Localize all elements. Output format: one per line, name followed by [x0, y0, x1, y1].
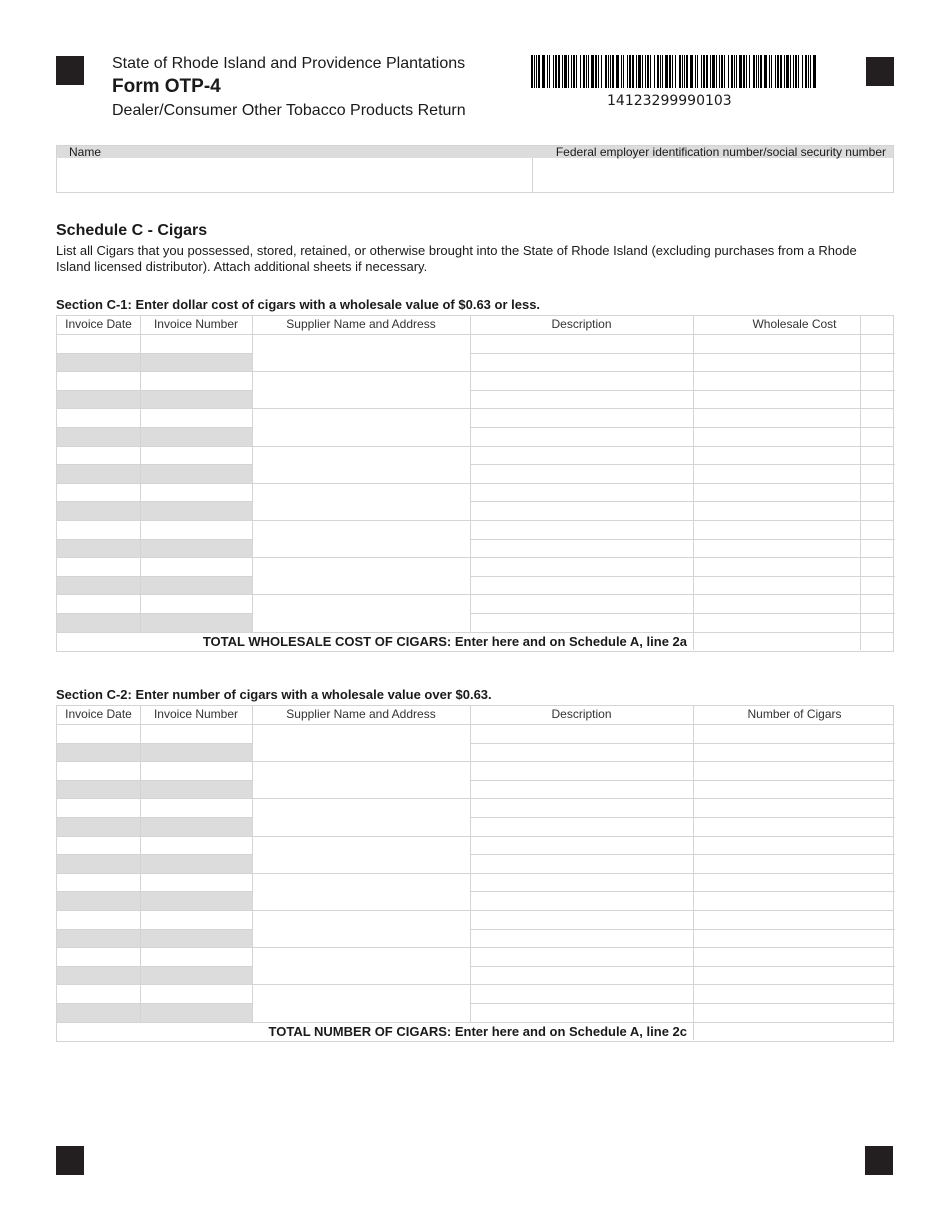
- barcode-bar: [813, 55, 816, 88]
- c1-header-supplier: Supplier Name and Address: [286, 317, 436, 331]
- barcode-bar: [536, 55, 537, 88]
- c2-supplier-field[interactable]: [252, 761, 470, 798]
- barcode-bar: [784, 55, 785, 88]
- barcode-bar: [780, 55, 782, 88]
- barcode-bar: [647, 55, 649, 88]
- c2-invoice-date-field[interactable]: [57, 761, 140, 780]
- c1-row-line: [57, 539, 252, 540]
- barcode-bar: [555, 55, 557, 88]
- barcode-bar: [810, 55, 811, 88]
- c1-row-shade: [57, 539, 252, 558]
- barcode-bar: [758, 55, 759, 88]
- barcode-bar: [746, 55, 747, 88]
- c1-invoice-date-field[interactable]: [57, 334, 140, 353]
- c2-column-line: [252, 706, 253, 1022]
- barcode-bar: [571, 55, 572, 88]
- c2-row-shade: [57, 743, 252, 762]
- c1-row-shade: [57, 390, 252, 409]
- c2-row-line: [57, 780, 252, 781]
- c2-row-shade: [57, 854, 252, 873]
- barcode-bar: [650, 55, 651, 88]
- c1-total-field[interactable]: [693, 632, 860, 650]
- barcode-bar: [657, 55, 659, 88]
- c1-row-shade: [57, 427, 252, 446]
- c1-header-invoice-date: Invoice Date: [65, 317, 132, 331]
- c2-row-line: [470, 817, 895, 818]
- c1-invoice-date-field[interactable]: [57, 483, 140, 502]
- c1-row-line: [470, 613, 895, 614]
- c2-invoice-number-field[interactable]: [140, 798, 252, 817]
- barcode-bar: [562, 55, 563, 88]
- c2-invoice-number-field[interactable]: [140, 724, 252, 743]
- c1-invoice-number-field[interactable]: [140, 520, 252, 539]
- c2-supplier-field[interactable]: [252, 910, 470, 947]
- c2-header-number-of-cigars: Number of Cigars: [747, 707, 842, 721]
- c2-supplier-field[interactable]: [252, 836, 470, 873]
- c1-supplier-field[interactable]: [252, 371, 470, 408]
- barcode-bar: [553, 55, 554, 88]
- barcode-bar: [654, 55, 655, 88]
- c2-row-shade: [57, 966, 252, 985]
- barcode-bar: [645, 55, 646, 88]
- barcode-bar: [734, 55, 735, 88]
- section-c1-title: Section C-1: Enter dollar cost of cigars with a wholesale value of $0.63 or less.: [56, 297, 541, 312]
- barcode-bar: [610, 55, 611, 88]
- barcode-bar: [598, 55, 599, 88]
- barcode-bar: [531, 55, 533, 88]
- c2-invoice-date-field[interactable]: [57, 984, 140, 1003]
- barcode-bar: [538, 55, 540, 88]
- c1-invoice-number-field[interactable]: [140, 483, 252, 502]
- barcode-bar: [632, 55, 634, 88]
- c2-row-line: [470, 854, 895, 855]
- identification-box: [56, 145, 894, 193]
- c1-supplier-field[interactable]: [252, 594, 470, 631]
- barcode-bar: [672, 55, 673, 88]
- barcode-bar: [753, 55, 755, 88]
- barcode-number: 14123299990103: [607, 93, 732, 109]
- c2-supplier-field[interactable]: [252, 947, 470, 984]
- c2-row-shade: [57, 817, 252, 836]
- barcode-bar: [716, 55, 717, 88]
- c1-total-divider: [860, 632, 861, 650]
- c2-row-line: [470, 1003, 895, 1004]
- c1-invoice-date-field[interactable]: [57, 557, 140, 576]
- barcode-bar: [724, 55, 725, 88]
- c2-row-line: [57, 743, 252, 744]
- c1-column-line: [470, 316, 471, 632]
- barcode-bar: [616, 55, 619, 88]
- barcode-bar: [638, 55, 641, 88]
- c2-row-line: [470, 929, 895, 930]
- barcode-bar: [660, 55, 661, 88]
- c2-row-line: [470, 743, 895, 744]
- c1-invoice-number-field[interactable]: [140, 446, 252, 465]
- barcode-bar: [542, 55, 545, 88]
- c2-total-field[interactable]: [693, 1022, 896, 1040]
- c1-row-shade: [57, 353, 252, 372]
- barcode-bar: [771, 55, 772, 88]
- barcode-bar: [701, 55, 702, 88]
- c1-supplier-field[interactable]: [252, 520, 470, 557]
- c1-supplier-field[interactable]: [252, 557, 470, 594]
- section-c2-title: Section C-2: Enter number of cigars with a wholesale value over $0.63.: [56, 687, 492, 702]
- barcode-bar: [573, 55, 575, 88]
- barcode-bar: [675, 55, 676, 88]
- barcode-bar: [690, 55, 693, 88]
- barcode-bar: [591, 55, 594, 88]
- c2-row-shade: [57, 1003, 252, 1022]
- c1-row-line: [57, 613, 252, 614]
- c1-column-line: [252, 316, 253, 632]
- c1-row-line: [57, 501, 252, 502]
- barcode-bar: [547, 55, 548, 88]
- barcode-bar: [793, 55, 794, 88]
- c2-total-label: TOTAL NUMBER OF CIGARS: Enter here and on Schedule A, line 2c: [268, 1024, 687, 1039]
- c2-supplier-field[interactable]: [252, 873, 470, 910]
- barcode-bar: [795, 55, 797, 88]
- c1-row-line: [470, 464, 895, 465]
- barcode-bar: [712, 55, 715, 88]
- barcode-bar: [564, 55, 567, 88]
- c2-invoice-number-field[interactable]: [140, 947, 252, 966]
- form-subtitle: Dealer/Consumer Other Tobacco Products Return: [112, 102, 466, 119]
- c1-row-line: [470, 390, 895, 391]
- c1-header-invoice-number: Invoice Number: [153, 317, 239, 331]
- c2-row-shade: [57, 929, 252, 948]
- c1-invoice-number-field[interactable]: [140, 408, 252, 427]
- c1-row-shade: [57, 501, 252, 520]
- c1-column-line: [140, 316, 141, 632]
- c1-header-description: Description: [551, 317, 612, 331]
- barcode-bar: [790, 55, 791, 88]
- barcode-bar: [665, 55, 668, 88]
- section-c1-table: [56, 315, 894, 652]
- c2-invoice-date-field[interactable]: [57, 724, 140, 743]
- c1-column-line: [693, 316, 694, 632]
- c2-invoice-date-field[interactable]: [57, 798, 140, 817]
- barcode-bar: [777, 55, 779, 88]
- registration-mark-bottom-left: [56, 1146, 84, 1175]
- barcode-bar: [710, 55, 711, 88]
- c1-row-shade: [57, 464, 252, 483]
- c1-invoice-number-field[interactable]: [140, 557, 252, 576]
- barcode-bar: [580, 55, 581, 88]
- barcode-bar: [706, 55, 708, 88]
- c2-header-supplier: Supplier Name and Address: [286, 707, 436, 721]
- state-name: State of Rhode Island and Providence Plantations: [112, 55, 466, 72]
- c2-invoice-number-field[interactable]: [140, 984, 252, 1003]
- c2-row-line: [470, 891, 895, 892]
- c2-column-line: [693, 706, 694, 1022]
- c1-invoice-number-field[interactable]: [140, 594, 252, 613]
- c2-supplier-field[interactable]: [252, 984, 470, 1021]
- barcode-bar: [583, 55, 585, 88]
- barcode-bar: [558, 55, 560, 88]
- barcode-bar: [721, 55, 723, 88]
- c2-row-line: [57, 929, 252, 930]
- barcode-bar: [743, 55, 745, 88]
- c2-invoice-number-field[interactable]: [140, 761, 252, 780]
- identification-divider: [532, 158, 533, 193]
- barcode-bar: [605, 55, 607, 88]
- c1-row-line: [470, 427, 895, 428]
- c2-supplier-field[interactable]: [252, 798, 470, 835]
- c1-invoice-date-field[interactable]: [57, 371, 140, 390]
- c2-row-line: [470, 966, 895, 967]
- c2-invoice-number-field[interactable]: [140, 910, 252, 929]
- c2-row-line: [57, 891, 252, 892]
- barcode-bar: [760, 55, 762, 88]
- c1-row-line: [470, 539, 895, 540]
- registration-mark-top-right: [866, 57, 894, 86]
- barcode-bar: [662, 55, 663, 88]
- barcode-bar: [621, 55, 622, 88]
- c2-invoice-number-field[interactable]: [140, 836, 252, 855]
- barcode-bar: [808, 55, 809, 88]
- barcode-bar: [608, 55, 609, 88]
- c1-row-line: [57, 576, 252, 577]
- barcode-bar: [612, 55, 614, 88]
- c2-header-invoice-date: Invoice Date: [65, 707, 132, 721]
- c2-row-line: [57, 817, 252, 818]
- barcode-bar: [798, 55, 799, 88]
- registration-mark-top-left: [56, 56, 84, 85]
- barcode-bar: [586, 55, 587, 88]
- fein-label: Federal employer identification number/social security number: [555, 145, 886, 159]
- barcode-bar: [703, 55, 705, 88]
- c2-invoice-date-field[interactable]: [57, 836, 140, 855]
- c1-supplier-field[interactable]: [252, 446, 470, 483]
- barcode-bar: [682, 55, 683, 88]
- barcode-bar: [719, 55, 720, 88]
- c2-invoice-date-field[interactable]: [57, 910, 140, 929]
- schedule-title: Schedule C - Cigars: [56, 222, 208, 239]
- schedule-description: List all Cigars that you possessed, stored, retained, or otherwise brought into the State of Rhode Island (excluding purchases from a Rhode Island licensed distributor). Attach additional sheets if necessary.: [56, 243, 857, 274]
- c1-total-label: TOTAL WHOLESALE COST OF CIGARS: Enter here and on Schedule A, line 2a: [202, 634, 687, 649]
- barcode-bar: [775, 55, 776, 88]
- section-c2-table: [56, 705, 894, 1042]
- c1-row-line: [470, 501, 895, 502]
- form-title: Form OTP-4: [112, 76, 221, 97]
- c1-row-line: [57, 427, 252, 428]
- c1-supplier-field[interactable]: [252, 408, 470, 445]
- barcode: [531, 55, 817, 88]
- c2-supplier-field[interactable]: [252, 724, 470, 761]
- registration-mark-bottom-right: [865, 1146, 893, 1175]
- c1-invoice-date-field[interactable]: [57, 594, 140, 613]
- barcode-bar: [731, 55, 733, 88]
- c2-row-line: [57, 1003, 252, 1004]
- barcode-bar: [636, 55, 637, 88]
- barcode-bar: [695, 55, 696, 88]
- barcode-bar: [739, 55, 742, 88]
- barcode-bar: [576, 55, 577, 88]
- barcode-bar: [568, 55, 569, 88]
- c1-row-shade: [57, 576, 252, 595]
- barcode-bar: [549, 55, 550, 88]
- c1-supplier-field[interactable]: [252, 334, 470, 371]
- barcode-bar: [629, 55, 631, 88]
- barcode-bar: [736, 55, 737, 88]
- c2-row-line: [57, 966, 252, 967]
- barcode-bar: [686, 55, 688, 88]
- c2-header-description: Description: [551, 707, 612, 721]
- barcode-bar: [805, 55, 807, 88]
- barcode-bar: [749, 55, 750, 88]
- c1-supplier-field[interactable]: [252, 483, 470, 520]
- c2-row-shade: [57, 891, 252, 910]
- c2-column-line: [140, 706, 141, 1022]
- c1-invoice-number-field[interactable]: [140, 371, 252, 390]
- c2-column-line: [470, 706, 471, 1022]
- c1-row-line: [57, 353, 252, 354]
- c1-row-line: [57, 390, 252, 391]
- barcode-bar: [728, 55, 729, 88]
- c2-invoice-number-field[interactable]: [140, 873, 252, 892]
- c1-row-line: [470, 353, 895, 354]
- c1-invoice-number-field[interactable]: [140, 334, 252, 353]
- c1-row-shade: [57, 613, 252, 632]
- barcode-bar: [697, 55, 698, 88]
- c2-header-invoice-number: Invoice Number: [153, 707, 239, 721]
- barcode-bar: [534, 55, 535, 88]
- barcode-bar: [764, 55, 767, 88]
- c2-invoice-date-field[interactable]: [57, 873, 140, 892]
- barcode-bar: [669, 55, 671, 88]
- c1-row-line: [470, 576, 895, 577]
- barcode-bar: [623, 55, 624, 88]
- c1-invoice-date-field[interactable]: [57, 520, 140, 539]
- c1-row-line: [57, 464, 252, 465]
- c2-row-line: [57, 854, 252, 855]
- c1-column-line: [860, 316, 861, 632]
- barcode-bar: [627, 55, 628, 88]
- barcode-bar: [642, 55, 643, 88]
- c2-invoice-date-field[interactable]: [57, 947, 140, 966]
- c2-row-shade: [57, 780, 252, 799]
- barcode-bar: [802, 55, 803, 88]
- barcode-bar: [679, 55, 681, 88]
- c1-invoice-date-field[interactable]: [57, 408, 140, 427]
- barcode-bar: [769, 55, 770, 88]
- barcode-bar: [756, 55, 757, 88]
- barcode-bar: [588, 55, 589, 88]
- name-label: Name: [69, 145, 102, 159]
- c1-header-wholesale-cost: Wholesale Cost: [752, 317, 837, 331]
- c2-row-line: [470, 780, 895, 781]
- c1-invoice-date-field[interactable]: [57, 446, 140, 465]
- barcode-bar: [601, 55, 602, 88]
- barcode-bar: [786, 55, 789, 88]
- barcode-bar: [684, 55, 685, 88]
- barcode-bar: [595, 55, 597, 88]
